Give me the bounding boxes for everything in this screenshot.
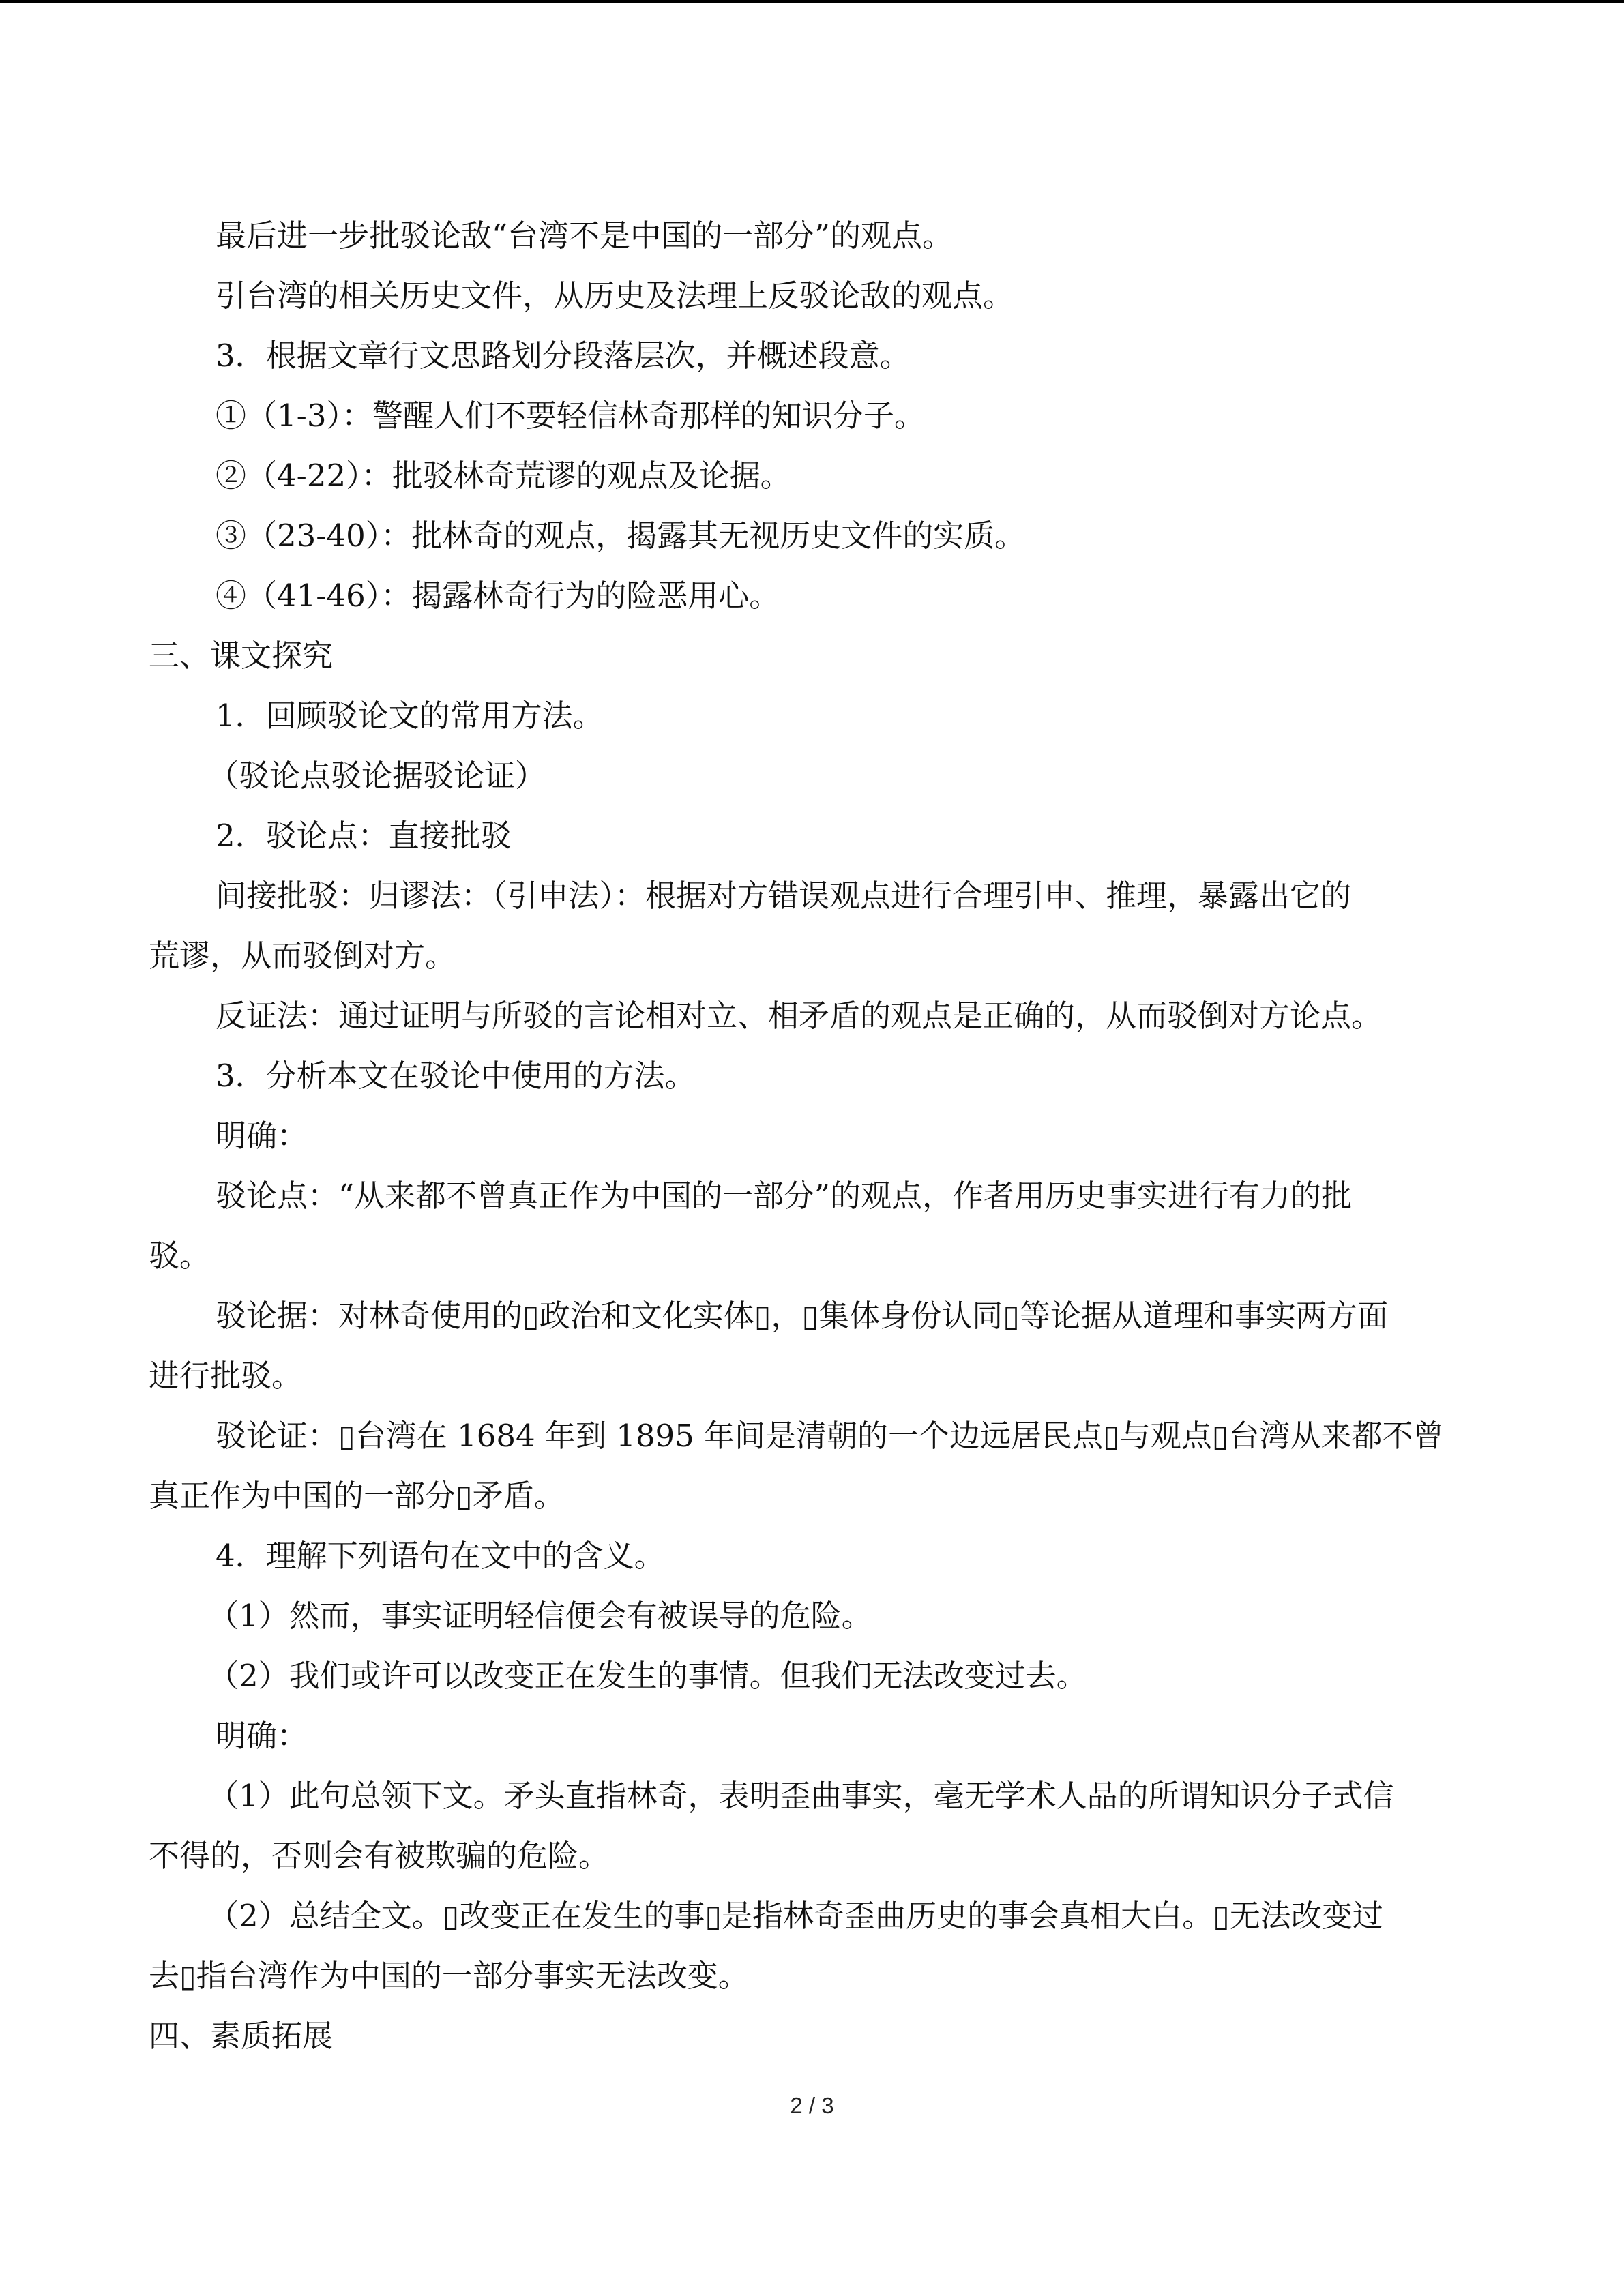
text-line: （1）然而，事实证明轻信便会有被误导的危险。 bbox=[208, 1598, 872, 1634]
text-line: 3．根据文章行文思路划分段落层次，并概述段意。 bbox=[216, 338, 911, 374]
text-line: （2）我们或许可以改变正在发生的事情。但我们无法改变过去。 bbox=[208, 1658, 1087, 1694]
text-line: 最后进一步批驳论敌“台湾不是中国的一部分”的观点。 bbox=[216, 218, 954, 254]
text-line: 去▯指台湾作为中国的一部分事实无法改变。 bbox=[149, 1958, 749, 1994]
text-line: 明确： bbox=[216, 1118, 308, 1154]
text-line: （1）此句总领下文。矛头直指林奇，表明歪曲事实，毫无学术人品的所谓知识分子式信 bbox=[208, 1778, 1394, 1814]
text-line: 驳论据：对林奇使用的▯政治和文化实体▯，▯集体身份认同▯等论据从道理和事实两方面 bbox=[216, 1298, 1389, 1334]
section-heading: 三、课文探究 bbox=[149, 638, 334, 674]
text-line: （2）总结全文。▯改变正在发生的事▯是指林奇歪曲历史的事会真相大白。▯无法改变过 bbox=[208, 1898, 1383, 1934]
text-line: 1．回顾驳论文的常用方法。 bbox=[216, 698, 604, 734]
text-line: 明确： bbox=[216, 1718, 308, 1754]
section-heading: 四、素质拓展 bbox=[149, 2018, 334, 2054]
text-line: ①（1-3）：警醒人们不要轻信林奇那样的知识分子。 bbox=[216, 398, 925, 434]
text-line: ④（41-46）：揭露林奇行为的险恶用心。 bbox=[216, 578, 780, 614]
text-line: 真正作为中国的一部分▯矛盾。 bbox=[149, 1478, 565, 1514]
text-line: 荒谬，从而驳倒对方。 bbox=[149, 938, 456, 974]
page-number: 2 / 3 bbox=[790, 2093, 834, 2118]
text-line: 驳论证：▯台湾在 1684 年到 1895 年间是清朝的一个边远居民点▯与观点▯台湾从来都不曾 bbox=[216, 1418, 1444, 1454]
text-line: ②（4-22）：批驳林奇荒谬的观点及论据。 bbox=[216, 458, 791, 494]
text-line: 不得的，否则会有被欺骗的危险。 bbox=[149, 1838, 610, 1874]
text-line: 2．驳论点：直接批驳 bbox=[216, 818, 512, 854]
text-line: 驳论点：“从来都不曾真正作为中国的一部分”的观点，作者用历史事实进行有力的批 bbox=[216, 1178, 1353, 1214]
text-line: 反证法：通过证明与所驳的言论相对立、相矛盾的观点是正确的，从而驳倒对方论点。 bbox=[216, 998, 1383, 1034]
text-line: 进行批驳。 bbox=[149, 1358, 303, 1394]
text-line: 驳。 bbox=[149, 1238, 211, 1274]
text-line: 引台湾的相关历史文件，从历史及法理上反驳论敌的观点。 bbox=[216, 278, 1014, 314]
page-top-border bbox=[0, 0, 1624, 3]
text-line: 3．分析本文在驳论中使用的方法。 bbox=[216, 1058, 696, 1094]
text-line: 4．理解下列语句在文中的含义。 bbox=[216, 1538, 665, 1574]
text-line: 间接批驳：归谬法：（引申法）：根据对方错误观点进行合理引申、推理，暴露出它的 bbox=[216, 878, 1352, 914]
text-line: ③（23-40）：批林奇的观点，揭露其无视历史文件的实质。 bbox=[216, 518, 1026, 554]
text-line: （驳论点驳论据驳论证） bbox=[208, 758, 546, 794]
